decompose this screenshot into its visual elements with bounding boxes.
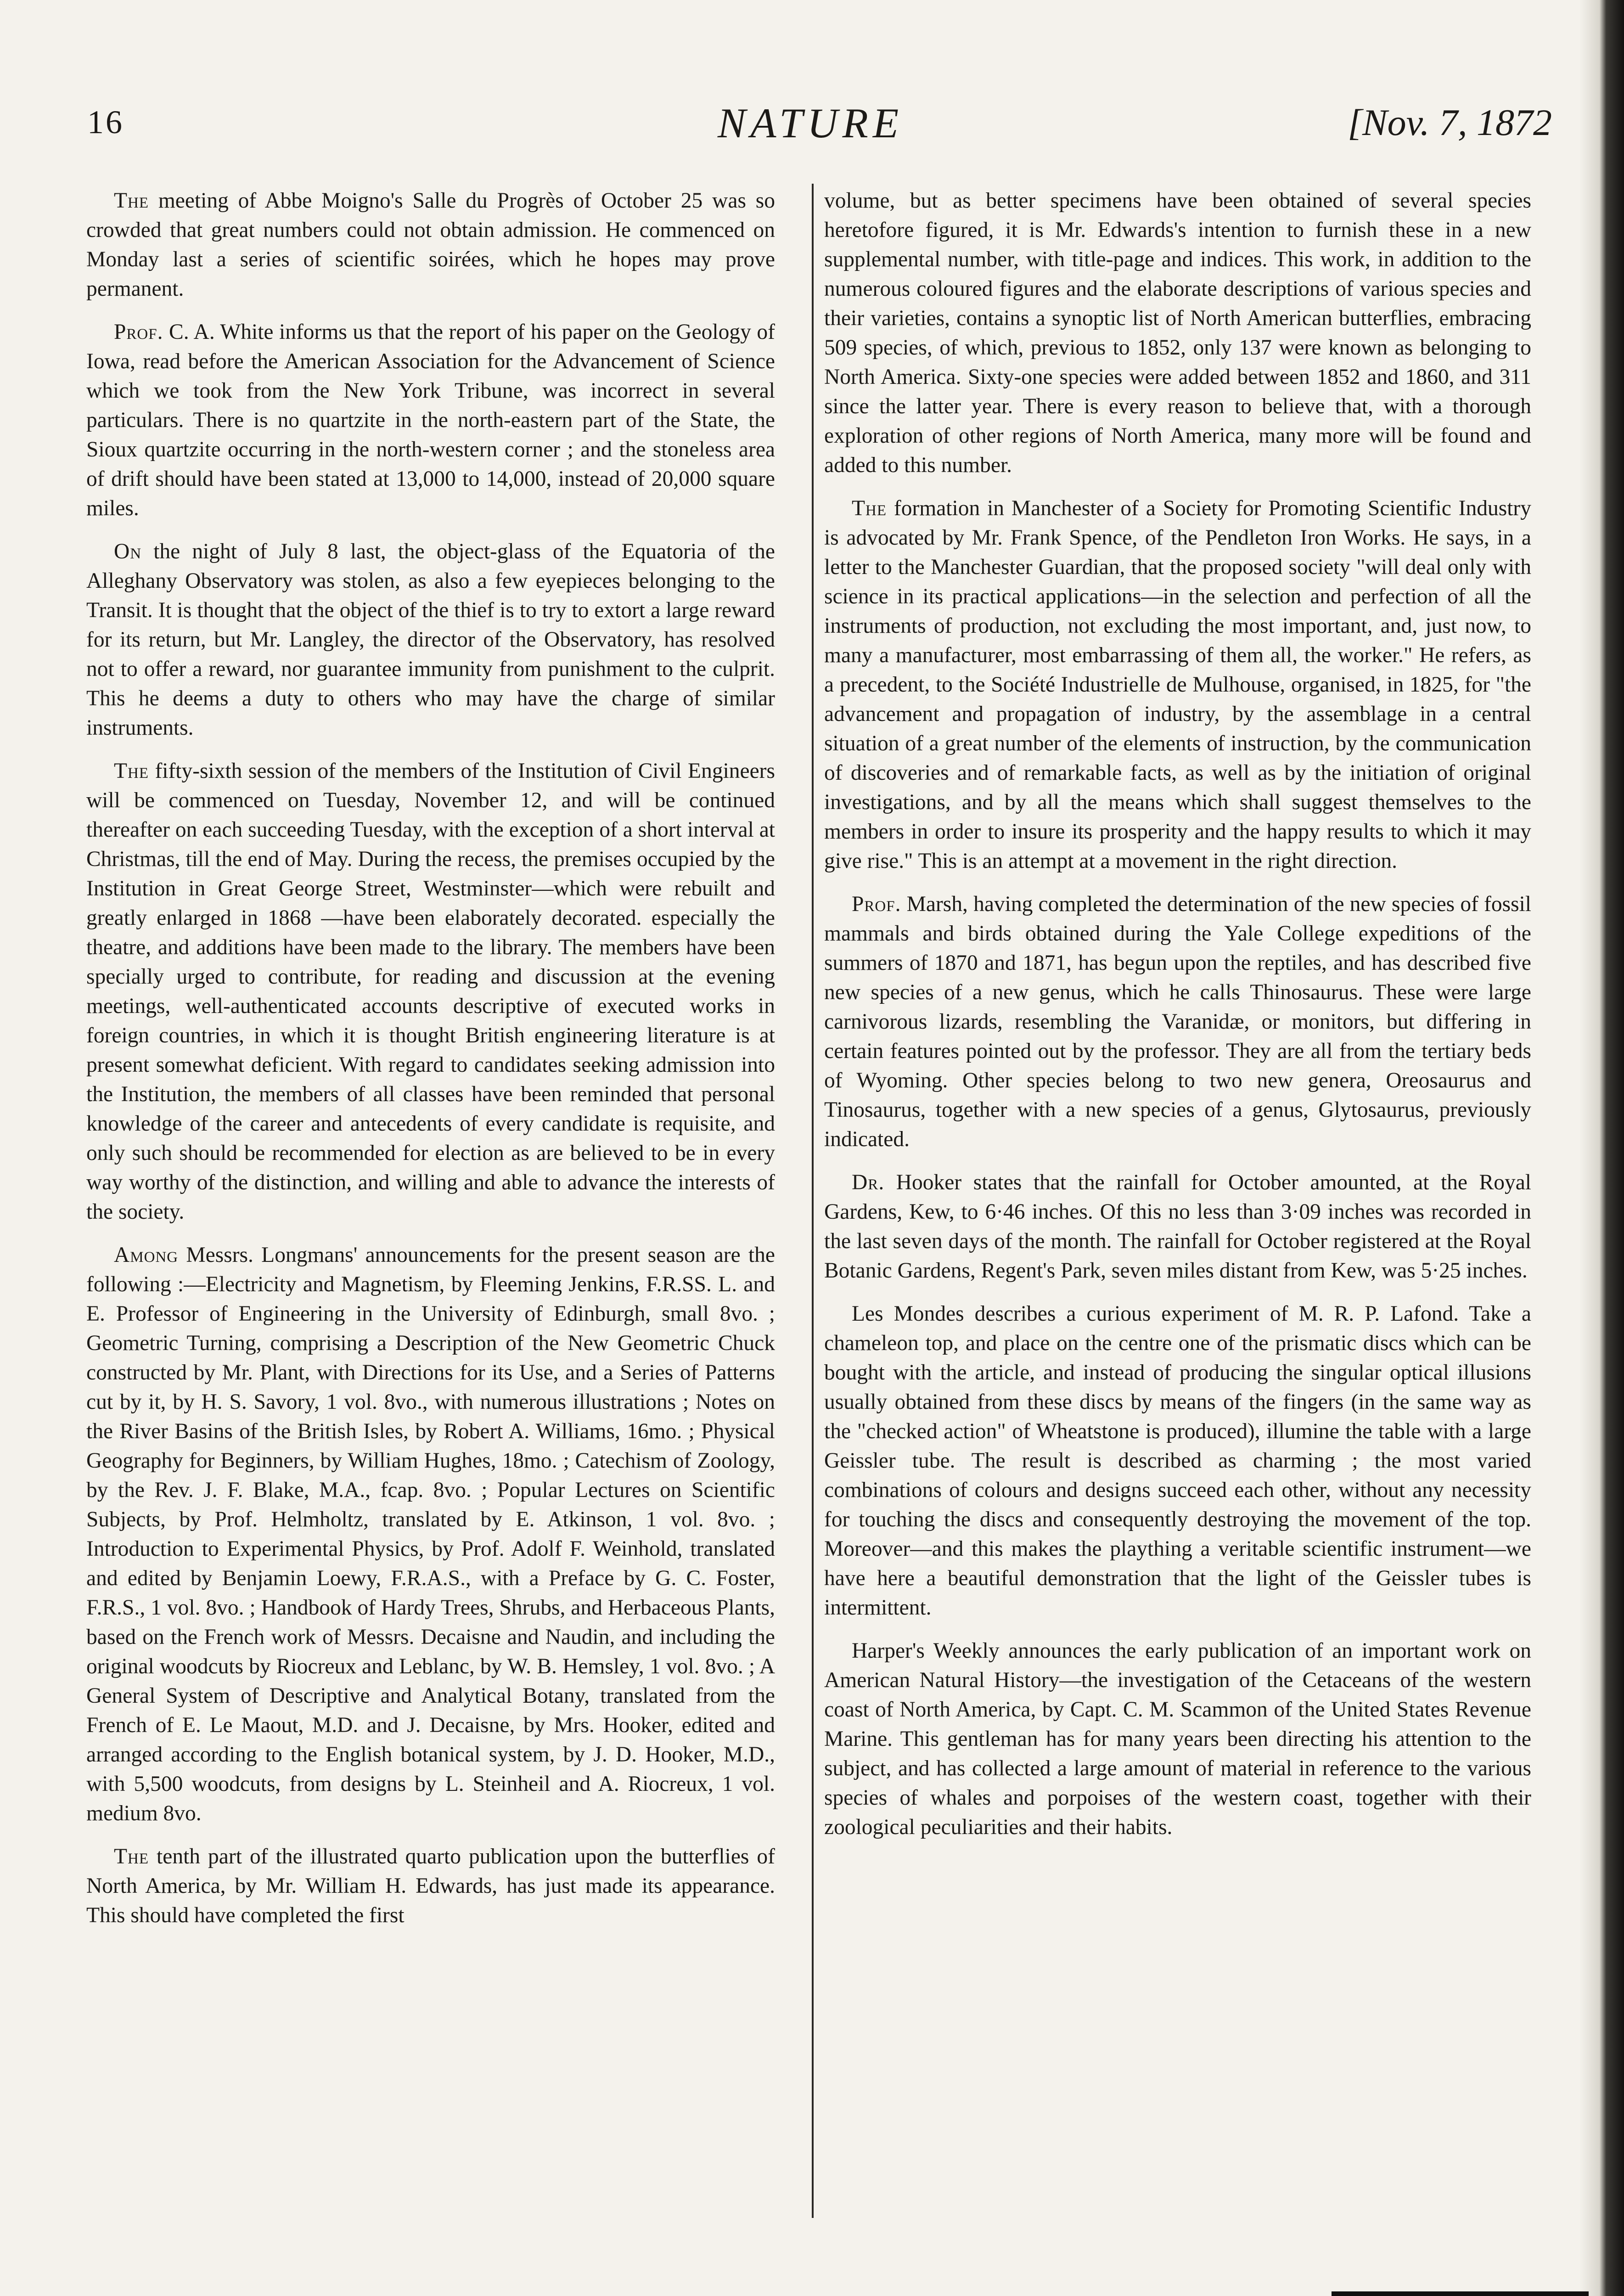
paragraph-white-iowa [86,317,775,523]
paragraph-lead-in: The [852,496,887,520]
paragraph-marsh-fossils [824,889,1531,1154]
page-number: 16 [87,104,124,141]
paragraph-object-glass [86,537,775,743]
paragraph-text: the night of July 8 last, the object-glass of the Equatoria of the Alleghany Observatory was stolen, as also a few eyepieces belonging to the Transit. It is thought that the object of the thief is to try to extort a large reward for its return, but Mr. Langley, the director of the Observatory, has resolved not to offer a reward, nor guarantee immunity from punishment to the culprit. This he deems a duty to others who may have the charge of similar instruments. [86,540,775,740]
paragraph-butterflies [86,1842,775,1930]
paragraph-chameleon-top [824,1299,1531,1622]
journal-title: NATURE [717,100,904,146]
paragraph-moigno [86,186,775,304]
scan-shadow [1332,2291,1589,2296]
paragraph-lead-in: Prof. [114,320,163,344]
paragraph-manchester-society [824,494,1531,876]
left-column [86,186,775,1944]
paragraph-text: Harper's Weekly announces the early publication of an important work on American Natural History—the investigation of the Cetaceans of the western coast of North America, by Capt. C. M. Scammon of the United States Revenue Marine. This gentleman has for many years been directing his attention to the subject, and has collected a large amount of material in reference to the various species of whales and porpoises of the western coast, together with their zoological peculiarities and their habits. [824,1639,1531,1839]
paragraph-text: Hooker states that the rainfall for October amounted, at the Royal Gardens, Kew, to 6·46 inches. Of this no less than 3·09 inches was recorded in the last seven days of the month. The rainfall for October registered at the Royal Botanic Gardens, Regent's Park, seven miles distant from Kew, was 5·25 inches. [824,1171,1531,1283]
paragraph-lead-in: The [114,1845,149,1868]
paragraph-civil-engineers [86,756,775,1227]
paragraph-butterflies-continued [824,186,1531,480]
paragraph-text: C. A. White informs us that the report of his paper on the Geology of Iowa, read before the American Association for the Advancement of Science which we took from the New York Tribune, was incorrect in several particulars. There is no quartzite in the north-eastern part of the State, the Sioux quartzite occurring in the north-western corner ; and the stoneless area of drift should have been stated at 13,000 to 14,000, instead of 20,000 square miles. [86,320,775,520]
paragraph-lead-in: Prof. [852,892,901,916]
paragraph-lead-in: Dr. [852,1171,885,1194]
paragraph-text: Messrs. Longmans' announcements for the present season are the following :—Electricity and Magnetism, by Fleeming Jenkins, F.R.SS. L. and E. Professor of Engineering in the University of Edinburgh, small 8vo. ; Geometric Turning, comprising a Description of the New Geometric Chuck constructed by Mr. Plant, with Directions for its Use, and a Series of Patterns cut by it, by H. S. Savory, 1 vol. 8vo., with numerous illustrations ; Notes on the River Basins of the British Isles, by Robert A. Williams, 16mo. ; Physical Geography for Beginners, by William Hughes, 18mo. ; Catechism of Zoology, by the Rev. J. F. Blake, M.A., fcap. 8vo. ; Popular Lectures on Scientific Subjects, by Prof. Helmholtz, translated by E. Atkinson, 1 vol. 8vo. ; Introduction to Experimental Physics, by Prof. Adolf F. Weinhold, translated and edited by Benjamin Loewy, F.R.A.S., with a Preface by G. C. Foster, F.R.S., 1 vol. 8vo. ; Handbook of Hardy Trees, Shrubs, and Herbaceous Plants, based on the French work of Messrs. Decaisne and Naudin, and including the original woodcuts by Riocreux and Leblanc, by W. B. Hemsley, 1 vol. 8vo. ; A General System of Descriptive and Analytical Botany, translated from the French of E. Le Maout, M.D. and J. Decaisne, by Mrs. Hooker, edited and arranged according to the English botanical system, by J. D. Hooker, M.D., with 5,500 woodcuts, from designs by L. Steinheil and A. Riocreux, 1 vol. medium 8vo. [86,1243,775,1825]
paragraph-text: volume, but as better specimens have been obtained of several species heretofore figured, it is Mr. Edwards's intention to furnish these in a new supplemental number, with title-page and indices. This work, in addition to the numerous coloured figures and the elaborate descriptions of various species and their varieties, contains a synoptic list of North American butterflies, embracing 509 species, of which, previous to 1852, only 137 were known as belonging to North America. Sixty-one species were added between 1852 and 1860, and 311 since the latter year. There is every reason to believe that, with a thorough exploration of other regions of North America, many more will be found and added to this number. [824,189,1531,477]
paragraph-lead-in: The [114,759,149,783]
paragraph-lead-in: On [114,540,142,563]
issue-date: [Nov. 7, 1872 [1348,101,1552,143]
paragraph-text: meeting of Abbe Moigno's Salle du Progrès of October 25 was so crowded that great numbers could not obtain admission. He commenced on Monday last a series of scientific soirées, which he hopes may prove permanent. [86,189,775,301]
running-head [69,99,1552,154]
paragraph-text: fifty-sixth session of the members of the Institution of Civil Engineers will be commenced on Tuesday, November 12, and will be continued thereafter on each succeeding Tuesday, with the exception of a short interval at Christmas, till the end of May. During the recess, the premises occupied by the Institution in Great George Street, Westminster—which were rebuilt and greatly enlarged in 1868 —have been elaborately decorated. especially the theatre, and additions have been made to the library. The members have been specially urged to contribute, for reading and discussion at the evening meetings, well-authenticated accounts descriptive of executed works in foreign countries, in which it is thought British engineering literature is at present somewhat deficient. With regard to candidates seeking admission into the Institution, the members of all classes have been reminded that personal knowledge of the career and antecedents of every candidate is requisite, and only such should be recommended for election as are believed to be in every way worthy of the distinction, and willing and able to advance the interests of the society. [86,759,775,1224]
paragraph-hooker-rainfall [824,1168,1531,1285]
scan-binding-edge [1579,0,1624,2296]
paragraph-harpers-cetaceans [824,1636,1531,1842]
right-column [824,186,1531,1856]
paragraph-text: formation in Manchester of a Society for Promoting Scientific Industry is advocated by Mr. Frank Spence, of the Pendleton Iron Works. He says, in a letter to the Manchester Guardian, that the proposed society "will deal only with science in its practical applications—in the selection and perfection of all the instruments of production, not excluding the most important, and, just now, to many a manufacturer, most embarrassing of them all, the worker." He refers, as a precedent, to the Société Industrielle de Mulhouse, organised, in 1825, for "the advancement and propagation of industry, by the assemblage in a central situation of a great number of the elements of instruction, by the communication of discoveries and of remarkable facts, as well as by the initiation of original investigations, and by all the means which shall suggest themselves to the members in order to insure its prosperity and the happy results to which it may give rise." This is an attempt at a movement in the right direction. [824,496,1531,873]
column-divider [812,184,814,2218]
paragraph-lead-in: Among [114,1243,179,1267]
paragraph-text: tenth part of the illustrated quarto publication upon the butterflies of North America, by Mr. William H. Edwards, has just made its appearance. This should have completed the first [86,1845,775,1927]
paragraph-text: Marsh, having completed the determination of the new species of fossil mammals and birds obtained during the Yale College expeditions of the summers of 1870 and 1871, has begun upon the reptiles, and has described five new species of a new genus, which he calls Thinosaurus. These were large carnivorous lizards, resembling the Varanidæ, or monitors, but differing in certain features pointed out by the professor. They are all from the tertiary beds of Wyoming. Other species belong to two new genera, Oreosaurus and Tinosaurus, together with a new species of a genus, Glytosaurus, previously indicated. [824,892,1531,1151]
paragraph-text: Les Mondes describes a curious experiment of M. R. P. Lafond. Take a chameleon top, and place on the centre one of the prismatic discs which can be bought with the article, and instead of producing the singular optical illusions usually obtained from these discs by means of the fingers (in the same way as the "checked action" of Wheatstone is produced), illumine the table with a large Geissler tube. The result is described as charming ; the most varied combinations of colours and designs succeed each other, without any necessity for touching the discs and consequently destroying the movement of the top. Moreover—and this makes the plaything a veritable scientific instrument—we have here a beautiful demonstration that the light of the Geissler tubes is intermittent. [824,1302,1531,1620]
paragraph-longmans [86,1240,775,1828]
paragraph-lead-in: The [114,189,149,213]
